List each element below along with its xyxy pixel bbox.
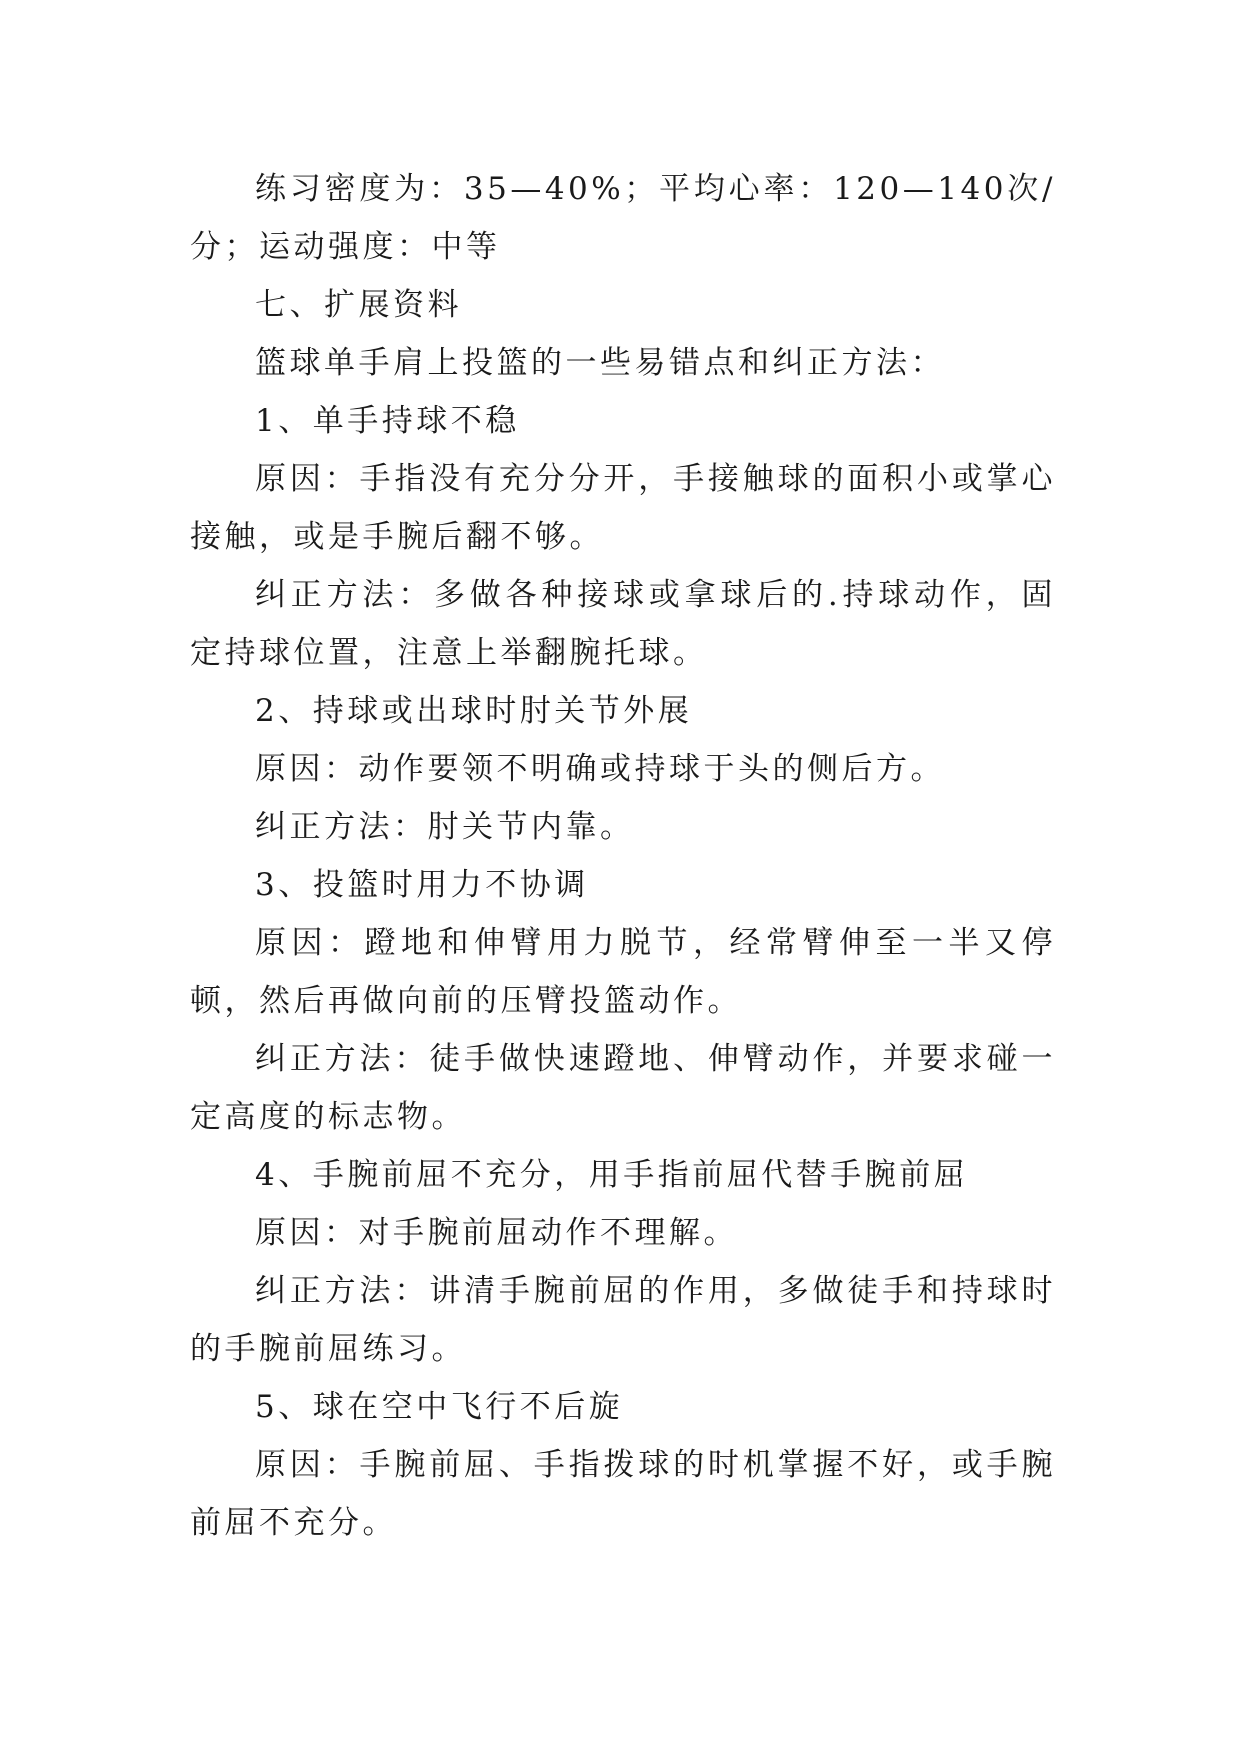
paragraph-correction-2: 纠正方法：肘关节内靠。 [255, 809, 635, 845]
item-heading-5: 5、球在空中飞行不后旋 [255, 1389, 624, 1425]
paragraph-cause-5: 原因：手腕前屈、手指拨球的时机掌握不好，或手腕前屈不充分。 [190, 1447, 1056, 1541]
section-heading-extended-materials: 七、扩展资料 [255, 287, 462, 323]
item-heading-2: 2、持球或出球时肘关节外展 [255, 693, 693, 729]
paragraph-intensity: 练习密度为：35—40%；平均心率：120—140次/分；运动强度：中等 [190, 171, 1056, 265]
paragraph-correction-1: 纠正方法：多做各种接球或拿球后的.持球动作，固定持球位置，注意上举翻腕托球。 [190, 577, 1056, 671]
item-heading-1: 1、单手持球不稳 [255, 403, 520, 439]
item-heading-4: 4、手腕前屈不充分，用手指前屈代替手腕前屈 [255, 1157, 969, 1193]
paragraph-cause-2: 原因：动作要领不明确或持球于头的侧后方。 [255, 751, 945, 787]
paragraph-cause-4: 原因：对手腕前屈动作不理解。 [255, 1215, 738, 1251]
paragraph-cause-1: 原因：手指没有充分分开，手接触球的面积小或掌心接触，或是手腕后翻不够。 [190, 461, 1056, 555]
paragraph-cause-3: 原因：蹬地和伸臂用力脱节，经常臂伸至一半又停顿，然后再做向前的压臂投篮动作。 [190, 925, 1056, 1019]
paragraph-correction-4: 纠正方法：讲清手腕前屈的作用，多做徒手和持球时的手腕前屈练习。 [190, 1273, 1056, 1367]
paragraph-correction-3: 纠正方法：徒手做快速蹬地、伸臂动作，并要求碰一定高度的标志物。 [190, 1041, 1056, 1135]
document-body [190, 160, 1056, 1552]
item-heading-3: 3、投篮时用力不协调 [255, 867, 589, 903]
paragraph-intro: 篮球单手肩上投篮的一些易错点和纠正方法： [255, 345, 945, 381]
